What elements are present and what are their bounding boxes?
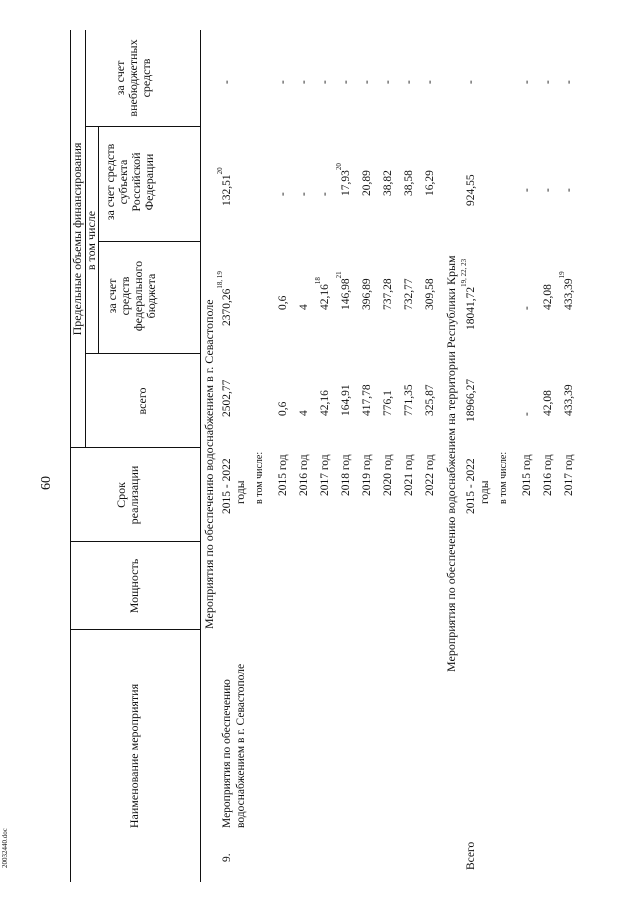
section1-regional-value: 132,51 <box>221 174 233 206</box>
section1-total: 2502,77 <box>221 379 233 417</box>
section1-row-regional <box>402 170 416 196</box>
section2-including-label: в том числе: <box>498 451 509 504</box>
section1-row-federal <box>276 296 290 310</box>
section2-row-federal-value: 42,08 <box>542 284 554 310</box>
header-funding-group: Предельные объемы финансирования <box>70 142 84 336</box>
header-bottom-rule <box>200 30 201 882</box>
section1-row-regional-value: - <box>277 192 289 196</box>
section1-row-federal-value: 309,58 <box>424 278 436 310</box>
section1-federal-value: 2370,26 <box>221 288 233 326</box>
section2-period-line2: годы <box>479 480 491 504</box>
section1-row-total: 417,78 <box>361 384 373 416</box>
section1-row-regional <box>297 192 311 196</box>
section1-row-federal <box>360 278 374 310</box>
section1-federal-footnote: 18, 19 <box>216 271 224 289</box>
col-divider-federal <box>98 241 200 242</box>
col-divider-period <box>70 447 200 448</box>
section2-row-federal <box>541 284 555 310</box>
section2-row-offbudget: - <box>563 80 575 84</box>
section1-federal <box>216 271 234 326</box>
section1-row-federal-value: 0,6 <box>277 295 289 310</box>
section1-row-federal-value: 737,28 <box>382 278 394 310</box>
section1-offbudget: - <box>221 80 233 84</box>
section1-row-federal <box>335 271 353 310</box>
section1-row-year: 2021 год <box>403 454 415 496</box>
section2-row-year: 2015 год <box>521 454 533 496</box>
section1-regional-footnote: 20 <box>216 167 224 175</box>
section1-row-offbudget: - <box>298 80 310 84</box>
section1-period-line1: 2015 - 2022 <box>221 458 233 514</box>
section1-row-federal <box>423 278 437 310</box>
section1-row-offbudget: - <box>382 80 394 84</box>
section1-row-total: 42,16 <box>319 390 331 416</box>
section1-period-line2: годы <box>235 480 247 504</box>
header-federal: за счет средств федерального бюджета <box>105 260 158 332</box>
section1-row-federal <box>381 278 395 310</box>
section1-row-offbudget: - <box>424 80 436 84</box>
header-period: Срок реализации <box>114 465 141 525</box>
section1-row-total: 164,91 <box>340 384 352 416</box>
col-divider-regional <box>85 126 200 127</box>
section1-row-year: 2019 год <box>361 454 373 496</box>
section1-row-regional-value: - <box>319 192 331 196</box>
section1-row-regional <box>381 170 395 196</box>
section2-title: Мероприятия по обеспечению водоснабжением на территории Республики Крым <box>444 255 458 672</box>
section2-row-regional: - <box>563 188 575 192</box>
section2-row-regional: - <box>521 188 533 192</box>
section2-row-total: - <box>521 412 533 416</box>
section1-row-regional-value: 38,82 <box>382 170 394 196</box>
section1-including-label: в том числе: <box>254 451 265 504</box>
section1-row-offbudget: - <box>319 80 331 84</box>
section2-federal-footnote: 19, 22, 23 <box>460 258 468 287</box>
section1-row-regional-value: 17,93 <box>340 170 352 196</box>
section2-row-offbudget: - <box>542 80 554 84</box>
section2-row-federal-value: 433,39 <box>563 278 575 310</box>
section1-row-year: 2022 год <box>424 454 436 496</box>
section2-row-offbudget: - <box>521 80 533 84</box>
section2-row-total: 42,08 <box>542 390 554 416</box>
section1-row-offbudget: - <box>403 80 415 84</box>
header-offbudget: за счет внебюджетных средств <box>113 39 153 117</box>
section1-row-offbudget: - <box>361 80 373 84</box>
section2-row-year: 2016 год <box>542 454 554 496</box>
section1-row-federal-value: 146,98 <box>340 278 352 310</box>
section1-row-federal <box>297 304 311 310</box>
header-regional: за счет средств субъекта Российской Федерации <box>103 143 156 221</box>
section2-row-label: Всего <box>465 841 477 870</box>
section2-federal <box>460 258 478 330</box>
section1-row-regional-value: - <box>298 192 310 196</box>
section1-row-federal-value: 732,77 <box>403 278 415 310</box>
section2-row-total: 433,39 <box>563 384 575 416</box>
section2-federal-value: 18041,72 <box>465 286 477 330</box>
section1-row-year: 2016 год <box>298 454 310 496</box>
header-name: Наименование мероприятия <box>127 683 141 829</box>
section1-row-year: 2018 год <box>340 454 352 496</box>
section1-row-year: 2020 год <box>382 454 394 496</box>
section1-row-offbudget: - <box>277 80 289 84</box>
section1-row-federal <box>402 278 416 310</box>
section1-row-total: 4 <box>298 410 310 416</box>
section1-row-regional <box>360 170 374 196</box>
section2-total: 18966,27 <box>465 378 477 422</box>
section1-row-regional <box>276 192 290 196</box>
section2-row-federal-value: - <box>521 306 533 310</box>
section2-row-federal <box>520 306 534 310</box>
section2-offbudget: - <box>465 80 477 84</box>
section1-row-total: 0,6 <box>277 401 289 416</box>
section1-row-total: 771,35 <box>403 384 415 416</box>
section1-row-federal-footnote: 21 <box>335 271 343 279</box>
section1-row-federal <box>314 277 332 310</box>
section2-row-federal-footnote: 19 <box>558 271 566 279</box>
section1-row-year: 2017 год <box>319 454 331 496</box>
section1-item-name-line2: водоснабжением в г. Севастополе <box>235 663 247 828</box>
section1-item-name-line1: Мероприятия по обеспечению <box>221 679 233 828</box>
section1-row-regional <box>335 163 353 196</box>
section1-row-regional-footnote: 20 <box>335 163 343 171</box>
section2-row-year: 2017 год <box>563 454 575 496</box>
section1-row-regional-value: 20,89 <box>361 170 373 196</box>
section1-row-federal-footnote: 18 <box>314 277 322 285</box>
page-number: 60 <box>39 476 54 490</box>
section2-period-line1: 2015 - 2022 <box>465 458 477 514</box>
section1-regional <box>216 167 234 206</box>
section1-row-federal-value: 4 <box>298 304 310 310</box>
header-capacity: Мощность <box>127 558 141 614</box>
section1-row-federal-value: 396,89 <box>361 278 373 310</box>
section1-row-regional-value: 16,29 <box>424 170 436 196</box>
section1-row-regional-value: 38,58 <box>403 170 415 196</box>
section1-title: Мероприятия по обеспечению водоснабжением в г. Севастополе <box>202 299 216 629</box>
header-total: всего <box>135 387 149 415</box>
section1-row-total: 776,1 <box>382 390 394 416</box>
section1-row-offbudget: - <box>340 80 352 84</box>
section1-row-federal-value: 42,16 <box>319 284 331 310</box>
section1-row-year: 2015 год <box>277 454 289 496</box>
section1-row-regional <box>318 192 332 196</box>
section2-row-federal <box>558 271 576 310</box>
section1-row-regional <box>423 170 437 196</box>
rotated-financing-table <box>70 30 628 882</box>
section1-row-total: 325,87 <box>424 384 436 416</box>
section1-item-number: 9. <box>221 853 233 862</box>
footer-file-code: 20032440.doc <box>1 828 9 868</box>
header-including: в том числе <box>84 210 98 271</box>
section2-regional: 924,55 <box>465 174 477 206</box>
section2-row-regional: - <box>542 188 554 192</box>
